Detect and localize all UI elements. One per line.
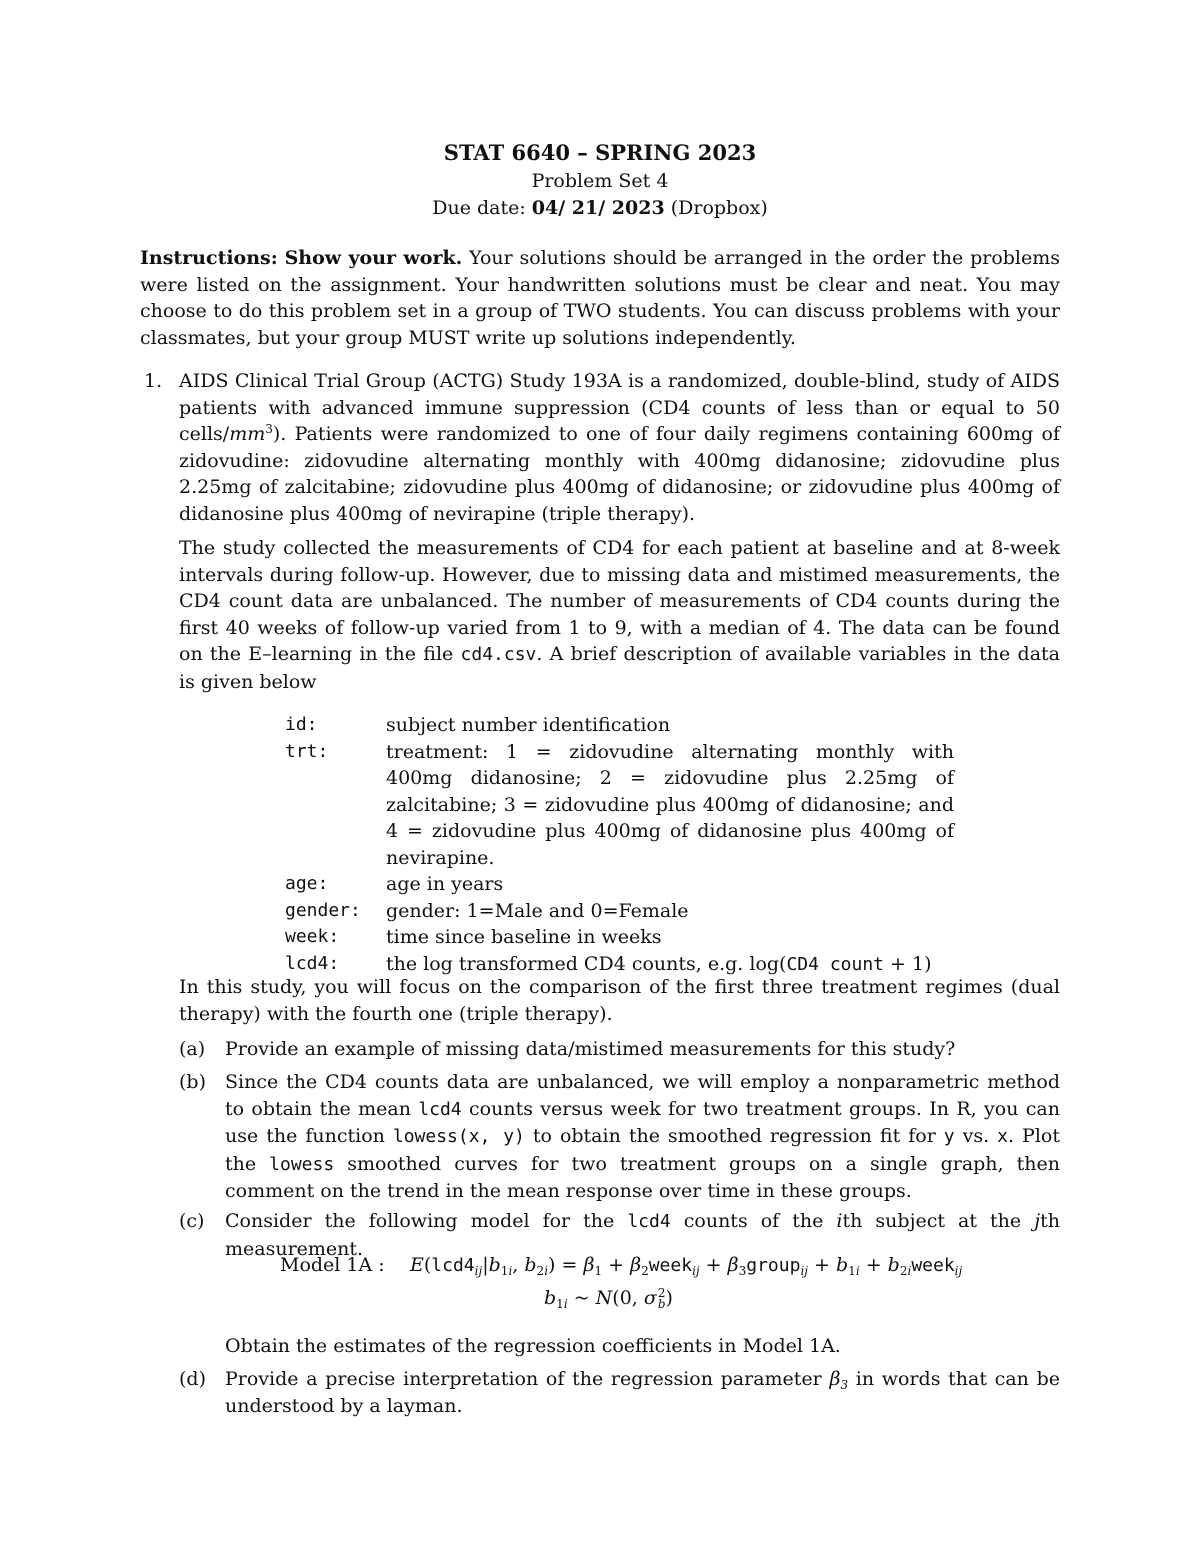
code-lcd4: lcd4 — [418, 1098, 462, 1120]
part-d-text-2: in words that can be understood by a layman. — [225, 1368, 1060, 1417]
part-c-text-4: th measurement. — [225, 1210, 1060, 1260]
study-text-1: The study collected the measurements of CD4 for each patient at baseline and at 8-week intervals during follow-up. However, due to missing data and mistimed measurements, the CD4 count data are unbalanced. The number of measurements of CD4 counts during the first 40 weeks of follow-up varied from 1 to 9, with a median of 4. The data can be found on the E–learning in the file — [179, 537, 1060, 665]
lcd4-desc-tail: + 1) — [884, 952, 932, 975]
intro-text-1: AIDS Clinical Trial Group (ACTG) Study 193A is a randomized, double-blind, study of AIDS patients with advanced immune suppression (CD4 counts of less than or equal to 50 cells/ — [179, 370, 1060, 445]
instructions-text: Your solutions should be arranged in the order the problems were listed on the assignment. Your handwritten solutions must be clear and neat. You may choose to do this problem set in a group of TWO students. You can discuss problems with your classmates, but your group MUST write up solutions independently. — [140, 247, 1061, 349]
part-label: (d) — [179, 1368, 206, 1390]
instructions-label: Instructions: — [140, 247, 278, 269]
unit-mm: mm — [229, 423, 266, 445]
part-b-text-5: . Plot the — [225, 1125, 1060, 1175]
part-b-text-2: counts versus week for two treatment groups. In R, you can use the function — [225, 1097, 1061, 1147]
part-label: (a) — [179, 1038, 206, 1060]
part-d-text — [225, 1366, 1060, 1419]
code-x: x — [997, 1126, 1008, 1147]
study-focus: In this study, you will focus on the comparison of the first three treatment regimes (dual therapy) with the fourth one (triple therapy). — [179, 976, 1060, 1025]
part-label: (c) — [179, 1210, 205, 1232]
variable-description: time since baseline in weeks — [386, 926, 662, 948]
var-i: i — [836, 1210, 843, 1232]
variable-description: treatment: 1 = zidovudine alternating monthly with 400mg didanosine; 2 = zidovudine plus 2.25mg of zalcitabine; 3 = zidovudine plus 400mg of didanosine; and 4 = zidovudine plus 400mg of didanosine plus 400mg of nevirapine. — [386, 740, 954, 869]
due-date-line — [0, 197, 1200, 219]
part-a — [179, 1036, 1060, 1063]
code-lowess: lowess — [269, 1153, 335, 1175]
due-note: (Dropbox) — [670, 197, 768, 219]
study-description — [179, 535, 1060, 695]
part-b-text-4: vs. — [962, 1125, 990, 1147]
part-b-text-6: smoothed curves for two treatment groups on a single graph, then comment on the trend in the mean response over time in these groups. — [225, 1152, 1060, 1202]
variable-name: trt: — [285, 740, 329, 762]
variable-name: week: — [285, 926, 340, 947]
part-a-text: Provide an example of missing data/mistimed measurements for this study? — [225, 1038, 956, 1060]
part-label: (b) — [179, 1071, 206, 1093]
part-d-text-1: Provide a precise interpretation of the regression parameter — [225, 1368, 822, 1390]
code-y: y — [943, 1126, 955, 1147]
part-b-text — [225, 1069, 1060, 1205]
variable-list — [285, 712, 985, 978]
problem-1-intro — [179, 368, 1060, 527]
code-lowess-call: lowess(x, y) — [392, 1126, 525, 1147]
variable-description: gender: 1=Male and 0=Female — [386, 899, 689, 922]
variable-row — [285, 739, 985, 872]
part-d — [179, 1366, 1060, 1419]
beta-3-symbol: $\beta_3$ — [829, 1368, 849, 1392]
model-label: Model 1A : — [280, 1254, 385, 1276]
variable-row — [285, 712, 985, 739]
part-c-instruction: Obtain the estimates of the regression coefficients in Model 1A. — [225, 1335, 841, 1357]
variable-description: age in years — [386, 873, 504, 895]
variable-description: subject number identification — [386, 714, 671, 736]
part-b-text-3: to obtain the smoothed regression fit for — [532, 1125, 936, 1147]
part-c-text-1: Consider the following model for the — [225, 1210, 615, 1232]
file-name: cd4.csv — [460, 644, 537, 665]
problem-1 — [144, 368, 1060, 527]
part-b-text-1: Since the CD4 counts data are unbalanced, we will employ a nonparametric method to obtain the mean — [225, 1071, 1060, 1120]
due-date: 04/ 21/ 2023 — [531, 197, 665, 219]
code-lcd4: lcd4 — [627, 1211, 671, 1232]
random-effect-distribution: $b_{1i}$ ~ N(0, σ2 b) — [544, 1286, 673, 1311]
var-j: j — [1034, 1210, 1041, 1232]
variable-name: lcd4: — [285, 952, 340, 974]
part-c-text-3: th subject at the — [842, 1210, 1022, 1232]
intro-text-2: ). Patients were randomized to one of four daily regimens containing 600mg of zidovudine: zidovudine alternating monthly with 400mg didanosine; zidovudine plus 2.25mg of zalcitabine; zidovudine plus 400mg of didanosine; or zidovudine plus 400mg of didanosine plus 400mg of nevirapine (triple therapy). — [179, 423, 1060, 525]
variable-name: age: — [285, 873, 329, 894]
variable-row — [285, 898, 985, 925]
variable-name: id: — [285, 714, 318, 735]
variable-name: gender: — [285, 899, 361, 921]
lcd4-desc-text: the log transformed CD4 counts, e.g. log( — [386, 952, 787, 975]
problem-number: 1. — [144, 370, 163, 392]
instructions-paragraph — [140, 245, 1060, 351]
document-subtitle: Problem Set 4 — [531, 170, 669, 192]
instructions-emphasis: Show your work. — [284, 247, 463, 269]
due-label: Due date: — [432, 197, 526, 219]
unit-exponent: 3 — [265, 422, 273, 436]
part-c-text-2: counts of the — [683, 1210, 824, 1232]
variable-row — [285, 924, 985, 951]
part-b — [179, 1069, 1060, 1205]
document-title: STAT 6640 – SPRING 2023 — [443, 140, 757, 165]
variable-row — [285, 871, 985, 898]
model-equation: Model 1A : $E(lcd4_{ij}|b_{1i}$, $b_{2i}) = \beta_1$ + $\beta_2week_{ij}$ + $\beta_3group_{ij} + b_{1i}$ + $b_{2i}week_{ij}$ — [280, 1254, 963, 1278]
lcd4-desc-code: CD4 count — [786, 953, 885, 975]
study-text-2: . A brief description of available variables in the data is given below — [179, 643, 1060, 693]
